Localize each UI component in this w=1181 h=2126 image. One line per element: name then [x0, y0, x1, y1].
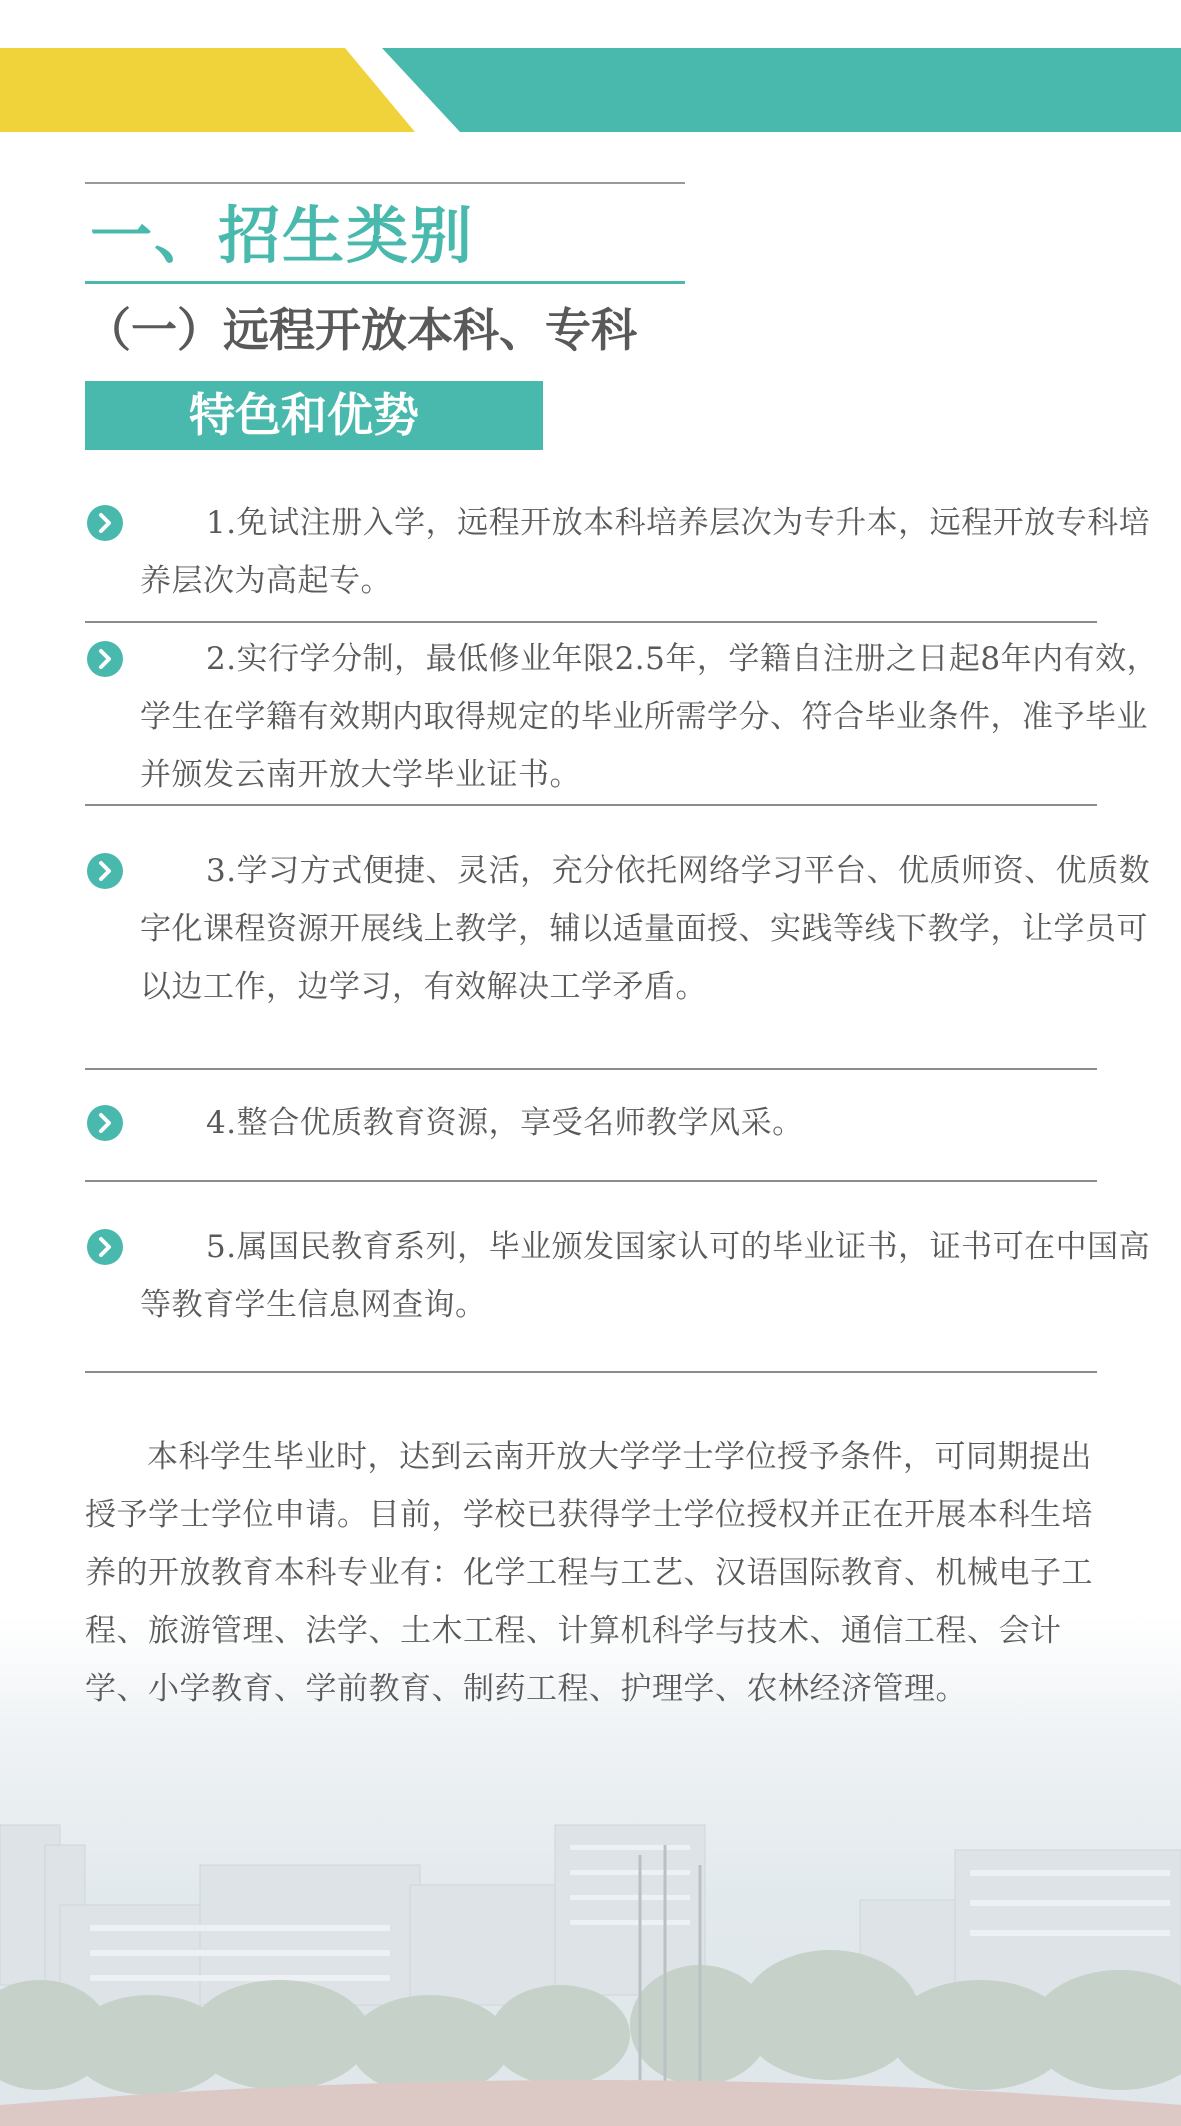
chevron-right-icon — [87, 1105, 123, 1141]
feature-text: 2.实行学分制，最低修业年限2.5年，学籍自注册之日起8年内有效，学生在学籍有效期内取得规定的毕业所需学分、符合毕业条件，准予毕业并颁发云南开放大学毕业证书。 — [140, 641, 1159, 793]
feature-text: 4.整合优质教育资源，享受名师教学风采。 — [206, 1105, 804, 1141]
top-banner — [0, 0, 1181, 140]
banner-teal-stripe — [382, 48, 1181, 132]
chevron-right-icon — [87, 505, 123, 541]
chevron-right-icon — [87, 853, 123, 889]
banner-yellow-stripe — [0, 48, 415, 132]
divider — [85, 1371, 1097, 1373]
chevron-right-icon — [87, 1229, 123, 1265]
section-subtitle: （一）远程开放本科、专科 — [85, 303, 637, 357]
section-badge-label: 特色和优势 — [189, 388, 419, 442]
section-badge — [85, 381, 543, 450]
feature-text: 5.属国民教育系列，毕业颁发国家认可的毕业证书，证书可在中国高等教育学生信息网查询。 — [140, 1229, 1151, 1323]
divider — [85, 804, 1097, 806]
degree-paragraph: 本科学生毕业时，达到云南开放大学学士学位授予条件，可同期提出授予学士学位申请。目前，学校已获得学士学位授权并正在开展本科生培养的开放教育本科专业有：化学工程与工艺、汉语国际教育、机械电子工程、旅游管理、法学、土木工程、计算机科学与技术、通信工程、会计学、小学教育、学前教育、制药工程、护理学、农林经济管理。 — [85, 1439, 1093, 1707]
heading-underline — [85, 281, 685, 284]
divider — [85, 621, 1097, 623]
feature-text: 3.学习方式便捷、灵活，充分依托网络学习平台、优质师资、优质数字化课程资源开展线上教学，辅以适量面授、实践等线下教学，让学员可以边工作，边学习，有效解决工学矛盾。 — [140, 853, 1151, 1005]
divider — [85, 1068, 1097, 1070]
page-title: 一、招生类别 — [90, 199, 475, 272]
chevron-right-icon — [87, 641, 123, 677]
feature-text: 1.免试注册入学，远程开放本科培养层次为专升本，远程开放专科培养层次为高起专。 — [140, 505, 1151, 599]
divider — [85, 1180, 1097, 1182]
heading-top-rule — [85, 182, 685, 184]
